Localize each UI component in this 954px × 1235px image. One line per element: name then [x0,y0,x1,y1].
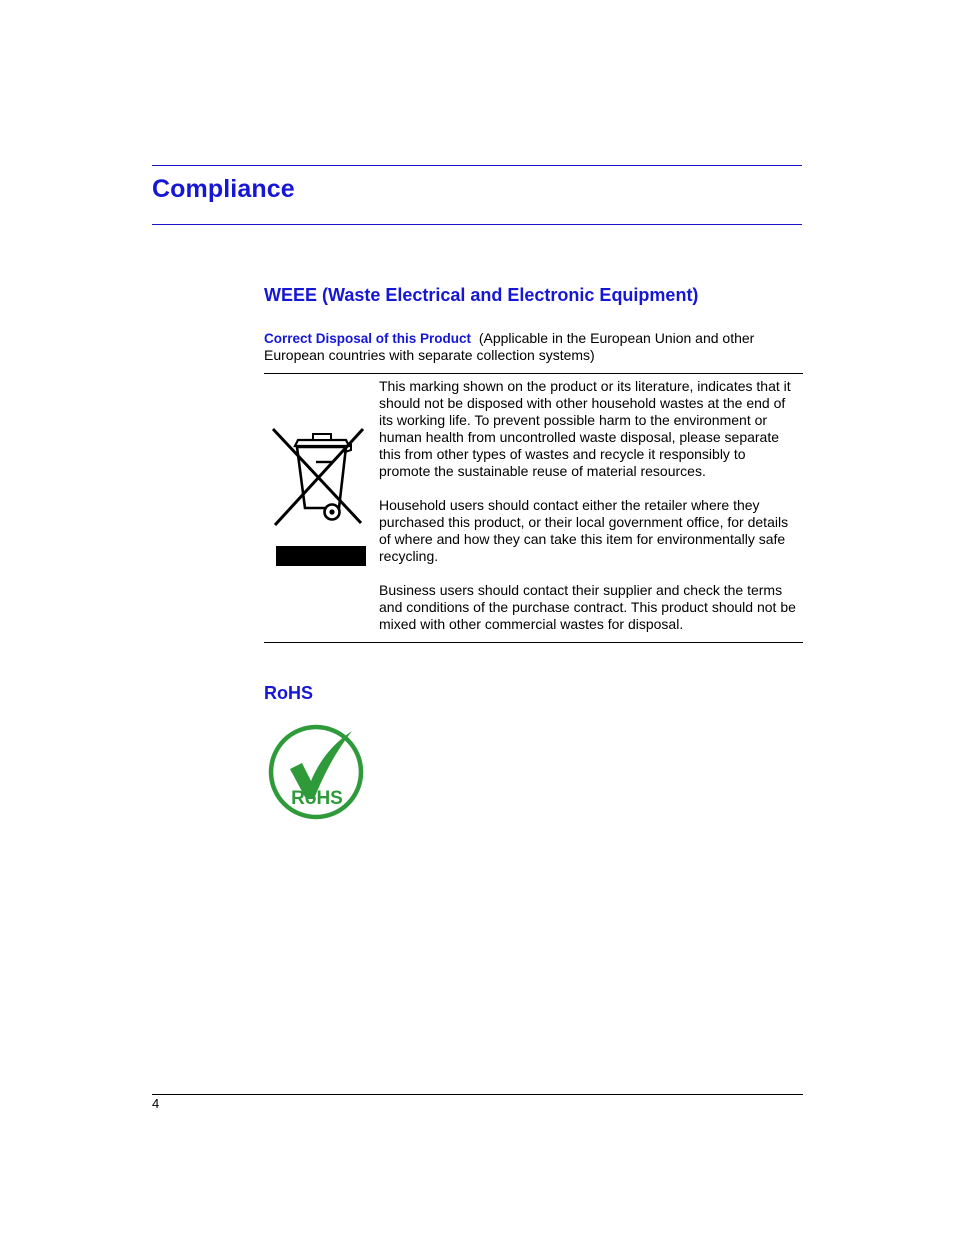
rohs-heading: RoHS [264,683,313,703]
weee-paragraph-marking: This marking shown on the product or its literature, indicates that it should not be disposed with other household wastes at the end of its working life. To prevent possible harm to the environment or human health from uncontrolled waste disposal, please separate this from other types of wastes and recycle it responsibly to promote the sustainable reuse of material resources. [379,378,791,479]
title-rule-top [152,165,802,166]
page-title: Compliance [152,175,295,203]
rohs-checkmark-logo [264,713,370,828]
title-rule-bottom [152,224,802,225]
weee-paragraph-household: Household users should contact either the retailer where they purchased this product, or their local government office, for details of where and how they can take this item for environmentally safe recycling. [379,497,789,564]
weee-paragraph-business: Business users should contact their supplier and check the terms and conditions of the purchase contract. This product should not be mixed with other commercial wastes for disposal. [379,582,796,632]
rohs-logo-text: RoHS [291,788,343,809]
weee-heading: WEEE (Waste Electrical and Electronic Equipment) [264,285,699,305]
weee-disposal-table [264,373,803,643]
page-number: 4 [152,1096,160,1111]
weee-intro [264,330,804,364]
crossed-out-wheelie-bin-icon [268,422,370,575]
footer-rule [152,1094,803,1095]
weee-text-column [379,378,797,650]
weee-intro-lead: Correct Disposal of this Product [264,331,472,346]
weee-intro-text: (Applicable in the European Union and other European countries with separate collection systems) [264,330,755,363]
